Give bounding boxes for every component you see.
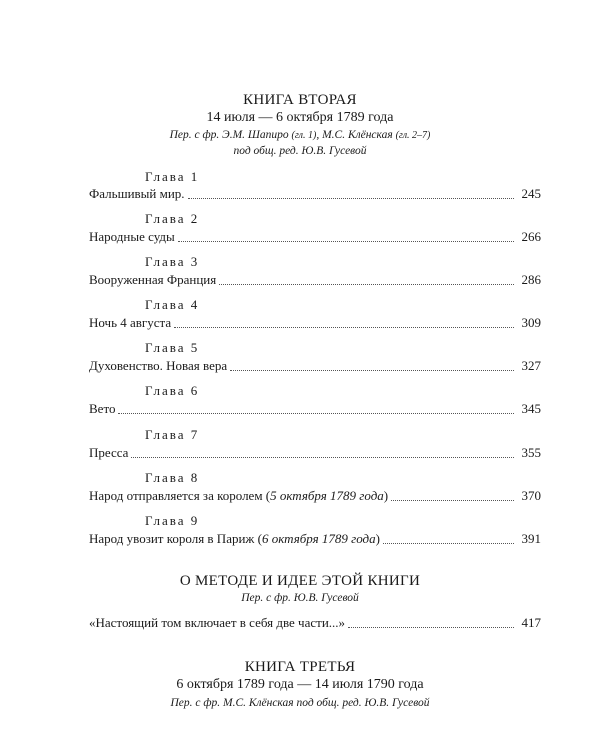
chapter-label: Глава 7 <box>145 427 200 442</box>
dot-leader <box>230 369 514 371</box>
book-two-translator-credit <box>0 129 600 141</box>
title-text: Народ увозит короля в Париж ( <box>89 531 262 546</box>
chapter-label: Глава 1 <box>145 169 200 184</box>
toc-entry[interactable] <box>89 613 541 631</box>
toc-entry-title <box>89 401 115 417</box>
toc-entry-title <box>89 445 128 461</box>
title-text: Народ отправляется за королем ( <box>89 488 271 503</box>
page-number: 355 <box>521 445 541 460</box>
page-number: 417 <box>521 615 541 630</box>
title-italic: 5 октября 1789 года <box>270 488 384 503</box>
method-translator-credit: Пер. с фр. Ю.В. Гусевой <box>241 592 359 604</box>
toc-entry-title <box>89 531 380 547</box>
toc-entry[interactable] <box>89 184 541 202</box>
toc-entry-title <box>89 186 185 202</box>
book-two-dates: 14 июля — 6 октября 1789 года <box>206 110 394 125</box>
chapter-label: Глава 8 <box>145 470 200 485</box>
chapter-label: Глава 2 <box>145 211 200 226</box>
page-number: 286 <box>521 272 541 287</box>
page-number: 309 <box>521 315 541 330</box>
toc-entry[interactable] <box>89 486 541 504</box>
page-number: 266 <box>521 229 541 244</box>
dot-leader <box>118 412 514 414</box>
title-text: Ночь 4 августа <box>89 315 172 330</box>
toc-entry[interactable] <box>89 227 541 245</box>
dot-leader <box>383 542 514 544</box>
dot-leader <box>174 326 514 328</box>
toc-entry[interactable] <box>89 270 541 288</box>
toc-entry-title <box>89 488 388 504</box>
method-section-title: О МЕТОДЕ И ИДЕЕ ЭТОЙ КНИГИ <box>179 573 421 589</box>
dot-leader <box>131 456 514 458</box>
title-text: Фальшивый мир. <box>89 186 185 201</box>
book-two-title: КНИГА ВТОРАЯ <box>243 92 357 108</box>
book-three-dates: 6 октября 1789 года — 14 июля 1790 года <box>176 677 424 692</box>
page-number: 345 <box>521 401 541 416</box>
page-number: 391 <box>521 531 541 546</box>
toc-entry[interactable] <box>89 399 541 417</box>
toc-entry[interactable] <box>89 356 541 374</box>
title-italic: 6 октября 1789 года <box>262 531 376 546</box>
page-number: 370 <box>521 488 541 503</box>
page-number: 327 <box>521 358 541 373</box>
book-three-credit: Пер. с фр. М.С. Клёнская под общ. ред. Ю.В. Гусевой <box>170 697 430 709</box>
credit-part: (гл. 1) <box>291 130 317 141</box>
toc-entry[interactable] <box>89 529 541 547</box>
page-number: 245 <box>521 186 541 201</box>
dot-leader <box>188 197 514 199</box>
book-three-title: КНИГА ТРЕТЬЯ <box>244 659 356 675</box>
dot-leader <box>348 626 514 628</box>
dot-leader <box>219 283 514 285</box>
title-end: ) <box>375 531 380 546</box>
title-text: Духовенство. Новая вера <box>89 358 228 373</box>
dot-leader <box>178 240 514 242</box>
toc-entry-title <box>89 358 227 374</box>
chapter-label: Глава 6 <box>145 383 200 398</box>
chapter-label: Глава 5 <box>145 340 200 355</box>
chapter-label: Глава 4 <box>145 297 200 312</box>
chapter-label: Глава 3 <box>145 254 200 269</box>
toc-entry-title <box>89 315 171 331</box>
chapter-label: Глава 9 <box>145 513 200 528</box>
toc-entry-title <box>89 272 216 288</box>
credit-part: Пер. с фр. Э.М. Шапиро <box>169 129 289 141</box>
title-text: Вооруженная Франция <box>89 272 217 287</box>
title-text: Вето <box>89 401 116 416</box>
toc-entry-title <box>89 229 175 245</box>
book-two-editor-credit: под общ. ред. Ю.В. Гусевой <box>233 145 367 157</box>
title-text: Пресса <box>89 445 129 460</box>
title-end: ) <box>383 488 389 503</box>
toc-entry[interactable] <box>89 443 541 461</box>
credit-part: (гл. 2–7) <box>395 130 431 141</box>
credit-part: , М.С. Клёнская <box>316 129 393 141</box>
title-text: Народные суды <box>89 229 175 244</box>
dot-leader <box>391 499 514 501</box>
toc-entry[interactable] <box>89 313 541 331</box>
toc-entry-title: «Настоящий том включает в себя две части...» <box>89 615 346 630</box>
